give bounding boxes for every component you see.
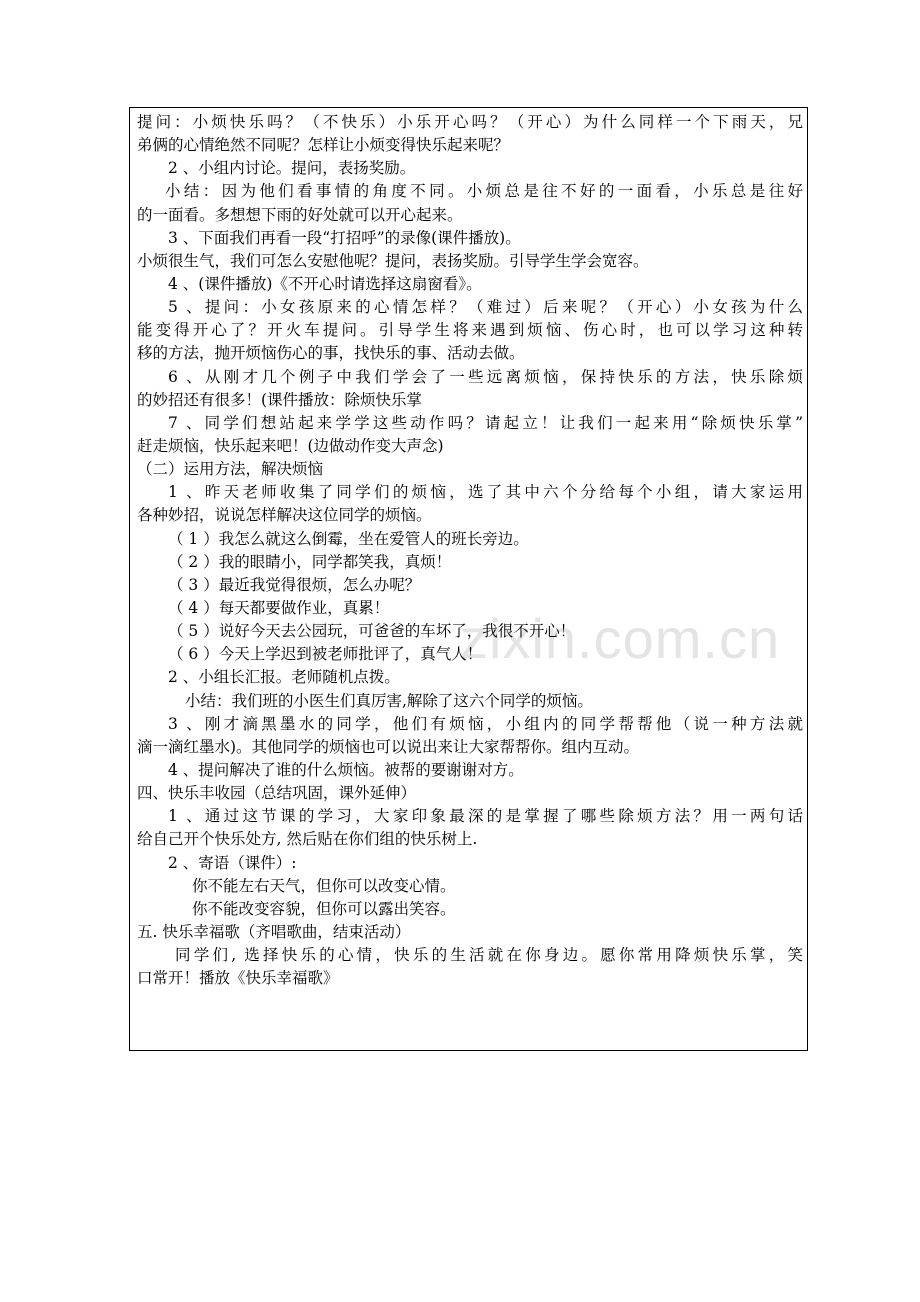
text-line: （ 5 ）说好今天去公园玩，可爸爸的车坏了，我很不开心！: [168, 622, 576, 641]
text-line: （ 6 ）今天上学迟到被老师批评了，真气人！: [168, 645, 483, 664]
lesson-plan-text: [137, 111, 803, 990]
text-line: 4 、提问解决了谁的什么烦恼。被帮的要谢谢对方。: [168, 760, 524, 779]
text-line: 1 、通过这节课的学习，大家印象最深的是掌握了哪些除烦方法？用一两句话: [168, 807, 803, 826]
text-line: 4 、(课件播放)《不开心时请选择这扇窗看》。: [168, 274, 482, 293]
text-line: 弟俩的心情绝然不同呢？怎样让小烦变得快乐起来呢？: [137, 136, 510, 155]
text-line: 小结：我们班的小医生们真厉害,解除了这六个同学的烦恼。: [185, 691, 593, 710]
text-line: 同学们, 选择快乐的心情，快乐的生活就在你身边。愿你常用降烦快乐掌，笑: [175, 946, 803, 965]
text-line: 5 、提问：小女孩原来的心情怎样？（难过）后来呢？（开心）小女孩为什么: [168, 298, 803, 317]
text-line: 你不能左右天气，但你可以改变心情。: [192, 876, 456, 895]
text-line: 小烦很生气，我们可怎么安慰他呢？提问，表扬奖励。引导学生学会宽容。: [137, 251, 649, 270]
text-line: （ 1 ）我怎么就这么倒霉，坐在爱管人的班长旁边。: [168, 529, 529, 548]
text-line: 3 、下面我们再看一段“打招呼”的录像(课件播放)。: [168, 228, 521, 247]
text-line: 四、快乐丰收园（总结巩固，课外延伸）: [137, 784, 417, 803]
watermark: zixin.com.cn: [460, 607, 781, 670]
text-line: 的一面看。多想想下雨的好处就可以开心起来。: [137, 205, 463, 224]
text-line: 6 、从刚才几个例子中我们学会了一些远离烦恼，保持快乐的方法，快乐除烦: [168, 367, 803, 386]
text-line: 1 、昨天老师收集了同学们的烦恼，选了其中六个分给每个小组，请大家运用: [168, 483, 803, 502]
text-line: 2 、小组长汇报。老师随机点拨。: [168, 668, 400, 687]
text-line: 你不能改变容貌，但你可以露出笑容。: [192, 899, 456, 918]
text-line: 口常开！播放《快乐幸福歌》: [137, 969, 339, 988]
text-line: （ 2 ）我的眼睛小，同学都笑我，真烦！: [168, 552, 452, 571]
text-line: 各种妙招，说说怎样解决这位同学的烦恼。: [137, 506, 432, 525]
text-line: 2 、寄语（课件）:: [168, 853, 297, 872]
text-line: 能变得开心了？开火车提问。引导学生将来遇到烦恼、伤心时，也可以学习这种转: [137, 321, 803, 340]
text-line: （二）运用方法，解决烦恼: [137, 460, 324, 479]
text-line: 赶走烦恼，快乐起来吧！(边做动作变大声念): [137, 436, 444, 455]
text-line: （ 4 ）每天都要做作业，真累！: [168, 598, 390, 617]
text-line: 给自己开个快乐处方, 然后贴在你们组的快乐树上.: [137, 830, 478, 849]
text-line: 的妙招还有很多！(课件播放：除烦快乐掌: [137, 390, 423, 409]
text-line: 小结：因为他们看事情的角度不同。小烦总是往不好的一面看，小乐总是往好: [165, 182, 803, 201]
text-line: 五. 快乐幸福歌（齐唱歌曲，结束活动）: [137, 922, 411, 941]
text-line: （ 3 ）最近我觉得很烦，怎么办呢？: [168, 575, 421, 594]
text-line: 移的方法，抛开烦恼伤心的事，找快乐的事、活动去做。: [137, 344, 525, 363]
text-line: 提问：小烦快乐吗？（不快乐）小乐开心吗？（开心）为什么同样一个下雨天，兄: [137, 113, 803, 131]
text-line: 7 、同学们想站起来学学这些动作吗？请起立！让我们一起来用“除烦快乐掌”: [168, 413, 803, 432]
text-line: 滴一滴红墨水)。其他同学的烦恼也可以说出来让大家帮帮你。组内互动。: [137, 737, 640, 756]
text-line: 2 、小组内讨论。提问，表扬奖励。: [168, 159, 416, 178]
text-line: 3 、刚才滴黑墨水的同学，他们有烦恼，小组内的同学帮帮他（说一种方法就: [168, 714, 803, 733]
